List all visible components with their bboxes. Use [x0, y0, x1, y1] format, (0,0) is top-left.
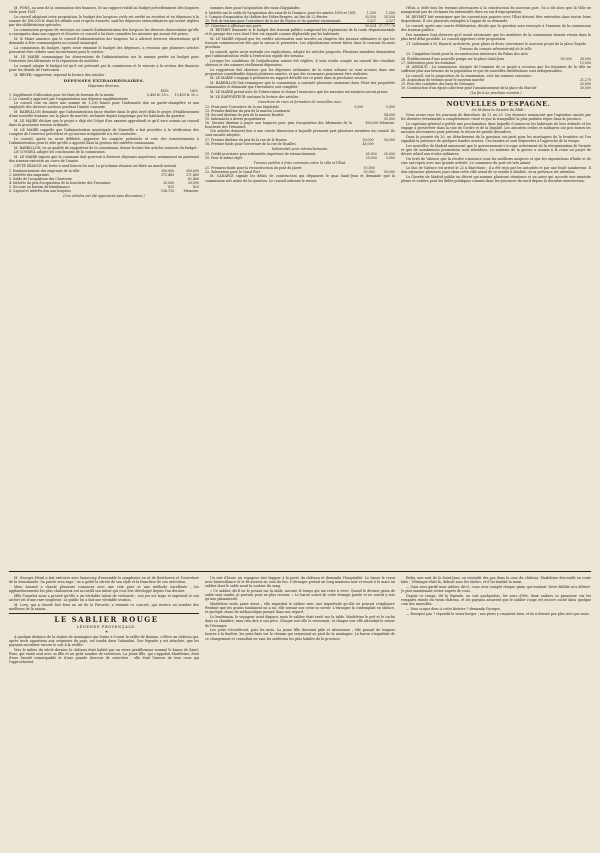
item-label: 3. Solde de l'acquisition des Chartreux	[9, 176, 72, 181]
item-label: 8. Intérêts sur le solde de l'acquisition des eaux de la Durance, pour les années 1850 et 1851	[205, 10, 356, 15]
item-label: 27. Subvention pour les fontaines	[401, 60, 456, 65]
paragraph: Lorsque les conditions de l'adjudication auront été réglées, il sera rendu compte au conseil des résultats obtenus et des sommes réellement dépensées.	[205, 58, 395, 67]
item-value: 30,000	[579, 56, 591, 61]
item-label: 30. Construction d'un égout collecteur pour l'assainissement de la place du Marché	[401, 86, 537, 91]
item-value: 5,450 fr. 50 c.	[147, 92, 170, 97]
item-value: 100,000 Mémoire.	[365, 121, 395, 126]
item-label: 4. Intérêts du prix d'acquisition de la boucherie des Treizaines	[9, 180, 111, 185]
table-row	[401, 86, 591, 90]
paragraph: Madeleine seule parut émue ; elle regardait le sablier avec une inquiétude qu'elle ne pouvait s'expliquer. Pendant que les grains tombaient un à un, elle sentait son cœur se serrer. L'étranger la contemplait en silence, et quelque chose de mélancolique passait dans son regard.	[205, 602, 395, 615]
item-label: 2. Intérêts des emprunts	[9, 172, 49, 177]
item-label: 16. Dernier dixième à payer aux hospices pour prix d'acquisition des bâtiments de la boucherie des Treizaines	[205, 121, 353, 130]
item-label: 19. Crédit provisoire pour indemnités imprévues de retranchements	[205, 152, 316, 157]
item-value: 1,350	[385, 10, 395, 15]
paragraph: M. BARRILLON demande que l'administration fasse étudier dans le plus bref délai le projet d'établissement d'une nouvelle fontaine sur la place du marché, réclamée depuis longtemps par les habitants du quartier.	[9, 109, 199, 119]
paragraph: — Pourquoi pas ? répondit le vieux berger ; nos pères y croyaient bien, et ils n'étaient pas plus sots que nous.	[406, 611, 590, 616]
paragraph: M. PONS, au nom de la commission des finances, lit un rapport relatif au budget précédemment des hospices civils pour 1851.	[9, 6, 199, 15]
budget-table	[9, 169, 199, 193]
year-label: 1850.	[160, 88, 170, 93]
paragraph: LE CONSEIL adopte les conclusions de la commission.	[14, 150, 106, 155]
item-value: 35,550	[364, 14, 376, 19]
item-value: 5,000	[354, 105, 364, 110]
paragraph: La Gazette de Madrid publie un décret qui nomme plusieurs sénateurs et un autre qui accorde une amnistie pleine et entière pour les délits politiques commis dans les provinces du nord depuis la dernière insurrection.	[401, 174, 591, 183]
item-value: 21,270	[579, 78, 591, 83]
item-value: 5,000	[385, 156, 395, 161]
divider	[9, 613, 199, 614]
section-subheading: Travaux publics à frais communs entre la ville et l'État.	[253, 161, 347, 166]
item-value: 3,327	[366, 18, 376, 23]
budget-table	[205, 105, 395, 129]
item-label: 28. Acquisition de terrains pour le nouveau marché	[401, 78, 485, 83]
item-label: 15. Indemnités à divers propriétaires	[205, 117, 266, 122]
column-2	[205, 6, 395, 568]
item-value: 50,000	[383, 138, 395, 143]
item-value: 55,924	[362, 23, 376, 28]
item-label: 18. Premier fonds pour l'ouverture de la rue de Noailles	[205, 142, 296, 147]
column-1	[9, 6, 199, 568]
paragraph: M. Lovy, qui a chanté fort bien un air de la Favorite, a terminé ce concert, qui restera au nombre des meilleurs de la saison.	[9, 602, 199, 611]
item-value: 30,000	[579, 86, 591, 91]
item-value: 45,000	[362, 142, 374, 147]
table-row	[205, 142, 395, 146]
item-value: 12,000	[579, 60, 591, 65]
item-value: 35,550	[383, 14, 395, 19]
item-label: 1. Supplément d'allocation pour les frais de bureaux de la mairie	[9, 92, 115, 97]
paragraph: A quelque distance de la chaîne de montagnes qui forme à l'ouest la vallée de Beaune, s'élève un château qui, après avoir appartenu aux seigneurs du pays, est tombé dans l'abandon. Une légende y est attachée, que les paysans racontent encore le soir à la veillée.	[9, 634, 199, 647]
column-3	[401, 6, 591, 568]
ornament-icon: ❧	[104, 628, 109, 634]
feuilleton-divider	[9, 571, 591, 572]
paragraph: Dans la journée du 20, un détachement de la garnison est parti pour les montagnes de la frontière où l'on signalait la présence de quelques bandes armées. Ces bandes se sont dispersées à l'approche de la troupe.	[401, 134, 591, 143]
feuilleton-subtitle: LÉGENDE PROVENÇALE.	[76, 625, 137, 630]
paragraph: Vers le milieu du siècle dernier, le château était habité par un vieux gentilhomme nommé le baron de Saint-Pons, qui vivait seul avec sa fille et un petit nombre de serviteurs. La jeune fille, qui s'appelait Madeleine, était d'une beauté remarquable et d'une grande douceur de caractère ; elle était l'amour de tous ceux qui l'approchaient.	[9, 647, 199, 665]
paragraph: M. le Maire annonce que le conseil d'administration des hospices lui a adressé diverses observations qu'il demande à être communiquées au conseil municipal.	[9, 36, 199, 46]
item-value	[374, 142, 395, 146]
item-label: 9. Compte d'acquisition du théâtre des Folies-Bergère, au lieu de 22 février	[205, 14, 328, 19]
paragraph: M. BRYER, rapporteur, reprend la lecture des articles :	[14, 72, 107, 77]
item-value: 30,000	[187, 180, 199, 185]
continued-note: (La fin à un prochain numéro.)	[470, 91, 522, 96]
paragraph: M. REYMET demande si le budget des travaux publics comprend les réparations de la route départementale et le pavage des rues dont l'état est signalé comme déplorable par les habitants.	[205, 27, 395, 36]
item-value: 25,000	[365, 156, 377, 161]
paragraph: Des membres font observer qu'il serait nécessaire que les membres de la commission fussent réunis dans le plus bref délai possible. Le conseil approuve cette proposition.	[401, 32, 591, 41]
budget-table	[205, 138, 395, 146]
section-heading: DÉPENSES EXTRAORDINAIRES.	[63, 77, 145, 83]
note: (Ces articles ont été approuvés sans discussion.)	[63, 193, 145, 198]
item-value: 300,000	[185, 168, 199, 173]
item-value: 30,000	[363, 170, 375, 175]
paragraph: Le conseil vote en outre une somme de 1,200 francs pour l'indemnité due au garde-champêtre et aux employés des diverses sections pendant l'année courante.	[9, 100, 199, 110]
item-value: 1,350	[366, 10, 376, 15]
item-value: 35,000	[383, 117, 395, 122]
paragraph: M. LE MAIRE expose que la commune doit pourvoir à diverses dépenses imprévues, notamment au paiement des travaux exécutés au cours de l'année.	[9, 155, 199, 164]
item-value: 30,000	[383, 152, 395, 157]
budget-table	[205, 11, 395, 28]
item-value: 5,000	[385, 105, 395, 110]
section-subheading: Ouverture de rues et formation de nouvelles rues.	[258, 100, 342, 104]
item-value: 825	[192, 184, 199, 189]
item-value: 20,000	[579, 82, 591, 87]
article-heading: NOUVELLES D'ESPAGNE.	[401, 97, 591, 108]
paragraph: M. Georges Héral a fait exécuter avec beaucoup d'ensemble la symphonie en ut de Beethoven et l'ouverture de la Semiramide. Sa parole sera sage ; on a goûté la sûreté de son style et la franchise de son exécution.	[9, 576, 199, 585]
item-value: 50,000	[560, 56, 572, 61]
paragraph: M. LE MAIRE déclare que le projet a déjà été l'objet d'un examen approfondi et qu'il sera soumis au conseil dans la prochaine session ordinaire.	[9, 118, 199, 127]
paragraph: Mme Arnaud a chanté plusieurs romances avec une voix pure et une méthode excellente ; les applaudissements les plus chaleureux ont accueilli son talent qui s'est fort développé depuis l'an dernier.	[9, 584, 199, 594]
paragraph: Le conseil, après avoir entendu ces explications, adopte les articles proposés. Plusieurs membres demandent que l'administration veille à l'exécution rapide des travaux.	[205, 49, 395, 58]
budget-table	[205, 166, 395, 174]
section-subheading: Indemnités pour retranchements.	[271, 147, 329, 152]
item-value: 35,000	[365, 152, 377, 157]
feuilleton-column-3	[401, 576, 591, 838]
item-label: 17. Premier dixième du prix de la rue de la Bourse	[205, 138, 287, 143]
paragraph: 21. Indemnité à M. Eynard, architecte, pour plans et devis concernant le nouveau projet de la place Royale.	[406, 41, 587, 46]
item-value: 57,777 76	[376, 23, 395, 28]
proceedings-section	[9, 6, 591, 568]
item-label: 20. Pour le même objet	[205, 156, 243, 161]
table-row	[9, 189, 199, 193]
paragraph: — Vous croyez donc à cette histoire ? demanda Georges.	[406, 606, 501, 611]
item-label: 12. Frais pour l'ouverture de la rue Impériale	[205, 105, 279, 110]
item-value: 50,000	[362, 138, 374, 143]
paragraph: Les jours s'écoulèrent, puis les mois. La jeune fille devenait pâle et silencieuse ; elle passait de longues heures à la fenêtre, les yeux fixés sur le chemin qui serpentait au pied de la montagne. Le baron s'inquiétait de ce changement et consultait en vain les médecins les plus habiles de la province.	[205, 628, 395, 641]
paragraph: Le capitaine-général a publié une proclamation dans laquelle il remercie les habitants de leur attitude et les engage à persévérer dans la voie de l'ordre et de la légalité. Les autorités civiles et militaires ont pris toutes les mesures nécessaires pour prévenir le retour de pareils désordres.	[401, 121, 591, 135]
paragraph: M. LE MAIRE rappelle que l'administration municipale de Marseille a fait procéder à la vérification des comptes de l'exercice précédent et qu'aucune irrégularité n'a été constatée.	[9, 127, 199, 136]
feuilleton-section	[9, 576, 591, 838]
table-row	[205, 121, 395, 129]
item-value: 10,450 fr. 50 c.	[174, 92, 199, 97]
paragraph: 25. Cinquième fonds pour la reconstruction intérieure du Palais des Arts	[406, 51, 528, 56]
item-label: 5. Secours au bureau de bienfaisance	[9, 184, 70, 189]
item-label: 26. Établissement d'une nouvelle pompe sur la place Saint-Jean	[401, 56, 505, 61]
paragraph: M. BARRILLON fait remarquer que la commission a constaté plusieurs omissions dans l'état des propriétés communales et demande que l'inventaire soit complété.	[205, 81, 395, 90]
paragraph: Le conseil, après une courte délibération, décide que la question sera renvoyée à l'examen de la commission des travaux publics.	[401, 23, 591, 32]
item-value: 371,485	[185, 172, 199, 177]
paragraph: Le duc de Valence est arrivé le 22 à Barcelone ; il a été reçu par les autorités et par une foule nombreuse. Il doit séjourner plusieurs jours dans cette ville avant de se rendre à Madrid, où sa présence est attendue.	[401, 165, 591, 174]
paragraph: M. CANAPLE signale les délais de construction qui dépassent le quai Saint-Jean et demande que la commission soit saisie de la question. Le conseil ordonne le renvoi.	[205, 174, 395, 183]
item-value: 10,000	[363, 166, 375, 171]
paragraph: M. LE MAIRE communique les observations de l'administration sur la somme portée au budget pour l'entretien des bâtiments et la réparation du mobilier.	[9, 54, 199, 63]
paragraph: Nous avons reçu les journaux de Barcelone du 21 au 23. Ces derniers annoncent que l'agitation causée par les derniers événements a complètement cessé et que la tranquillité la plus parfaite règne dans la province.	[401, 112, 591, 121]
paragraph: — Vous avez gardé mon sablier, dit-il ; vous avez compté chaque grain qui tombait. Votre fidélité m'a délivré. Je puis maintenant rester auprès de vous.	[401, 584, 591, 594]
paragraph: Depuis ce temps, dit la légende, on voit quelquefois, les soirs d'été, deux ombres se promener sur les remparts ruinés du vieux château, et les paysans assurent que le sablier rouge est encore caché dans quelque coin des murailles.	[401, 593, 591, 607]
item-label: 14. Second dixième du prix de la maison Bourlet	[205, 113, 284, 118]
paragraph: Le conseil, sur la proposition de la commission, vote les sommes suivantes :	[406, 73, 533, 78]
paragraph: Mlle Tonnelot nous a prouvé qu'elle a un véritable talent de violoniste ; son jeu est large et expressif et son archet est d'une rare souplesse. Le public lui a fait une véritable ovation.	[9, 593, 199, 602]
item-label: 29. Pose des conduites des eaux de Gréasque	[401, 82, 475, 87]
paragraph: M. LE MAIRE répond que les crédits nécessaires sont inscrits au chapitre des travaux ordinaires et que les travaux commenceront dès que la saison le permettra. Les adjudications seront faites dans le courant du mois prochain.	[205, 36, 395, 49]
item-label: 6. Capital et intérêts dus aux hospices	[9, 188, 71, 193]
paragraph: M. REYMET fait remarquer que les conventions passées avec l'État doivent être exécutées dans toutes leurs dispositions. Il cite plusieurs exemples à l'appui de sa demande.	[401, 14, 591, 24]
budget-table	[401, 57, 591, 65]
section-subheading: Travaux du compte administratif de la ville.	[459, 46, 533, 51]
item-label: 10. Prix de terrains pour l'ouverture de la rue du Peyrou et du quartier environnant	[205, 18, 341, 23]
paragraph: La commission du budget, après avoir examiné le budget des dépenses, a reconnu que plusieurs articles pouvaient être réduits sans inconvénient pour le service.	[9, 45, 199, 54]
item-label: 21. Premiers fonds pour la reconstruction du pont du Jarret	[205, 166, 302, 171]
paragraph: M. LE MAIRE s'engage à présenter un rapport détaillé sur ce point dans la prochaine session.	[210, 76, 368, 81]
item-label: 2. Le conseil a approuvé par l'augmentation une dépense supplémentaire	[9, 96, 128, 101]
paragraph: sommes dues pour l'acquisition des eaux d'Aygalades.	[210, 6, 301, 10]
item-label: 13. Premier dixième du prix de la maison Lourmarin	[205, 109, 290, 114]
paragraph: Le conseil, après en avoir délibéré, approuve les comptes présentés et vote des remerciements à l'administration pour le zèle qu'elle a apporté dans la gestion des intérêts communaux.	[9, 136, 199, 145]
paragraph: « Ce sablier, dit-il en le posant sur la table, mesure le temps qui me reste à vivre. Quand le dernier grain de sable sera tombé, je partirai pour ne plus revenir. » Le baron sourit de cette étrange parole et ne voulut y voir qu'une plaisanterie.	[205, 589, 395, 602]
item-value: Mémoire.	[183, 188, 199, 193]
paragraph: Le rapporteur fait observer que les dépenses ordinaires de la voirie urbaine se sont accrues dans une proportion considérable depuis plusieurs années, et que des économies pourraient être réalisées.	[205, 67, 395, 76]
feuilleton-column-2	[205, 576, 395, 838]
paragraph: On écrit de Valence que la récolte s'annonce sous les meilleurs auspices et que les exportations d'huile et de vins ont repris avec une grande activité. Le commerce du port est très animé.	[401, 156, 591, 165]
newspaper-page	[9, 6, 591, 839]
paragraph: M. BARRILLON, en sa qualité de rapporteur de la commission, donne lecture des articles suivants du budget :	[14, 145, 199, 150]
feuilleton-column-1	[9, 576, 199, 838]
table-row	[205, 156, 395, 160]
item-label: 22. Subvention pour le Canal Port	[205, 170, 260, 175]
year-label: 1851.	[189, 88, 199, 93]
budget-table	[9, 89, 199, 101]
paragraph: Un soir d'hiver, un voyageur vint frapper à la porte du château et demanda l'hospitalité. Le baron le reçut avec bienveillance et le fit asseoir au coin du feu. L'étranger portait un long manteau noir et tenait à la main un sablier dont le sable avait la couleur du sang.	[205, 576, 395, 589]
paragraph: Ces articles donnent lieu à une courte discussion à laquelle prennent part plusieurs membres du conseil. Ils sont ensuite adoptés.	[205, 129, 395, 138]
item-value	[352, 121, 363, 129]
paragraph: M. ARNAUD : La commission chargée de l'examen de ce projet a reconnu que les fontaines de la ville ne suffisent plus aux besoins de la population et que de nouvelles distributions sont indispensables.	[401, 64, 591, 73]
item-value: 50,000	[383, 170, 395, 175]
item-label: 1. Remboursement des emprunts de la ville	[9, 168, 80, 173]
budget-table	[401, 78, 591, 90]
table-row	[205, 19, 395, 24]
paragraph: Le lendemain, le voyageur avait disparu, mais le sablier était resté sur la table. Madeleine le prit et le cacha dans sa chambre, sans rien dire à son père. Chaque soir elle le retournait, et chaque soir elle attendait le retour de l'étranger.	[205, 615, 395, 628]
paragraph: l'État, a cédé tous les terrains nécessaires à la construction du nouveau port. On a dit alors que la Ville ne manquerait pas de réclamer les indemnités dues en cas d'expropriation.	[401, 6, 591, 15]
paragraph: La commission propose de renvoyer au conseil d'administration des hospices les diverses observations qu'elle a consignées dans son rapport et d'inviter ce conseil à lui faire connaître les mesures qui auront été prises.	[9, 27, 199, 37]
paragraph: M. LE MAIRE prend note de l'observation et donne l'assurance que les mesures nécessaires seront prises.	[210, 90, 389, 95]
item-label: 11. Dépenses à effectuer aux ports	[205, 23, 362, 28]
item-value: 3,327	[385, 18, 395, 23]
paragraph: Le conseil adopte le budget tel qu'il est présenté par la commission et le renvoie à la section des finances pour les détails de l'exécution.	[9, 63, 199, 72]
article-source: On lit dans la Gazette du Midi :	[471, 108, 526, 113]
item-value: 136,725	[160, 188, 175, 193]
item-value: 54,000	[383, 113, 395, 118]
item-value: 300,000	[160, 168, 175, 173]
paragraph: Enfin, une nuit de la Saint-Jean, on entendit des pas dans la cour du château. Madeleine descendit en toute hâte ; l'étranger était là, debout sous les étoiles, et il lui tendait la main.	[401, 576, 591, 585]
paragraph: Le conseil adoptant cette proposition, le budget des hospices civils est arrêté en recettes et en dépenses à la somme de 156,000 fr. dont les détails sont ci-après énoncés, sauf les dépenses extraordinaires qui seront réglées par des délibérations spéciales.	[9, 14, 199, 28]
item-value: 825	[168, 184, 175, 189]
budget-table	[205, 152, 395, 160]
paragraph: CETTE SÉANCE est levée à neuf heures du soir. La prochaine réunion est fixée au mardi suivant.	[14, 163, 178, 168]
item-value: 62,460	[187, 176, 199, 181]
item-value: 371,485	[160, 172, 175, 177]
paragraph: Les nouvelles de Madrid annoncent que le gouvernement s'occupe activement de la réorganisation de l'armée et que de nombreuses promotions sont attendues. Le ministre de la guerre a soumis à la reine un projet de décret relatif aux écoles militaires.	[401, 143, 591, 157]
section-subheading: Dépenses diverses.	[87, 83, 121, 88]
item-value: 30,000	[162, 180, 175, 185]
paragraph: M. LE RAPPORTEUR continue la lecture des articles :	[210, 94, 301, 99]
feuilleton-title: LE SABLIER ROUGE	[54, 615, 159, 625]
